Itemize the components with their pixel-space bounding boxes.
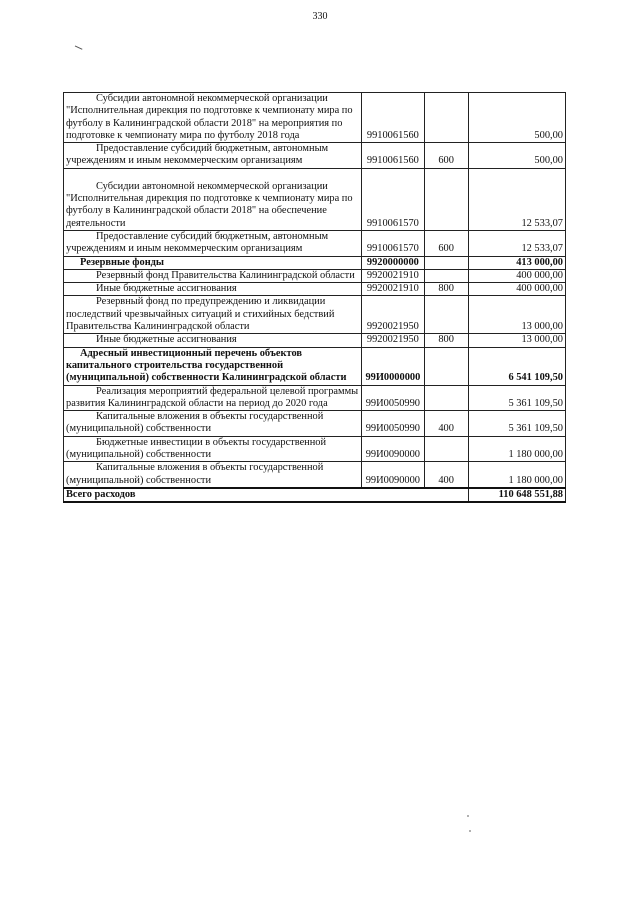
table-row (64, 347, 566, 385)
table-row (64, 436, 566, 462)
table-row (64, 411, 566, 437)
row-name: Капитальные вложения в объекты государственной (муниципальной) собственности (64, 411, 362, 437)
row-name: Бюджетные инвестиции в объекты государственной (муниципальной) собственности (64, 436, 362, 462)
row-sum: 400 000,00 (468, 269, 565, 282)
total-row (64, 488, 566, 502)
row-vr: 800 (424, 283, 468, 296)
row-vr (424, 385, 468, 411)
table-row (64, 462, 566, 488)
row-csr: 9920021950 (362, 296, 424, 334)
row-csr: 9910061560 (362, 93, 424, 143)
row-csr: 99И0050990 (362, 385, 424, 411)
row-name: Предоставление субсидий бюджетным, автономным учреждениям и иным некоммерческим организациям (64, 230, 362, 256)
table-row (64, 143, 566, 169)
row-sum: 500,00 (468, 93, 565, 143)
row-vr (424, 269, 468, 282)
scan-speck (467, 815, 469, 817)
row-sum: 5 361 109,50 (468, 411, 565, 437)
row-sum: 413 000,00 (468, 256, 565, 269)
row-csr: 9920021910 (362, 283, 424, 296)
row-vr: 600 (424, 230, 468, 256)
row-vr (424, 256, 468, 269)
row-csr: 99И0090000 (362, 436, 424, 462)
table-row (64, 230, 566, 256)
row-sum: 6 541 109,50 (468, 347, 565, 385)
row-vr (424, 168, 468, 230)
table-row (64, 385, 566, 411)
row-csr: 99И0000000 (362, 347, 424, 385)
row-csr: 99И0090000 (362, 462, 424, 488)
row-sum: 1 180 000,00 (468, 462, 565, 488)
row-vr (424, 296, 468, 334)
row-sum: 13 000,00 (468, 296, 565, 334)
total-sum: 110 648 551,88 (468, 488, 565, 502)
row-csr: 9920021950 (362, 334, 424, 347)
row-sum: 500,00 (468, 143, 565, 169)
table-row (64, 334, 566, 347)
row-sum: 1 180 000,00 (468, 436, 565, 462)
table-row (64, 296, 566, 334)
row-name: Субсидии автономной некоммерческой организации "Исполнительная дирекция по подготовке к чемпионату мира по футболу в Калининградской области 2018" на обеспечение деятельности (64, 168, 362, 230)
row-name: Резервный фонд по предупреждению и ликвидации последствий чрезвычайных ситуаций и стихийных бедствий Правительства Калининградской области (64, 296, 362, 334)
row-name: Адресный инвестиционный перечень объектов капитального строительства государственной (муниципальной) собственности Калининградской области (64, 347, 362, 385)
scan-speck (469, 830, 471, 832)
row-name: Иные бюджетные ассигнования (64, 334, 362, 347)
row-vr (424, 436, 468, 462)
row-name: Резервный фонд Правительства Калининградской области (64, 269, 362, 282)
row-csr: 9910061570 (362, 168, 424, 230)
row-vr: 600 (424, 143, 468, 169)
row-vr: 400 (424, 462, 468, 488)
row-sum: 5 361 109,50 (468, 385, 565, 411)
row-vr: 400 (424, 411, 468, 437)
table-row (64, 256, 566, 269)
row-vr (424, 347, 468, 385)
row-csr: 9910061570 (362, 230, 424, 256)
table-row (64, 283, 566, 296)
table-row (64, 93, 566, 143)
page-number: 330 (312, 11, 328, 22)
row-name: Иные бюджетные ассигнования (64, 283, 362, 296)
row-sum: 400 000,00 (468, 283, 565, 296)
row-name: Резервные фонды (64, 256, 362, 269)
row-sum: 12 533,07 (468, 230, 565, 256)
total-label: Всего расходов (64, 488, 469, 502)
row-sum: 13 000,00 (468, 334, 565, 347)
row-csr: 9920021910 (362, 269, 424, 282)
row-csr: 9920000000 (362, 256, 424, 269)
row-vr (424, 93, 468, 143)
row-name: Капитальные вложения в объекты государственной (муниципальной) собственности (64, 462, 362, 488)
row-sum: 12 533,07 (468, 168, 565, 230)
scan-mark (74, 45, 83, 52)
row-csr: 99И0050990 (362, 411, 424, 437)
row-name: Реализация мероприятий федеральной целевой программы развития Калининградской области на период до 2020 года (64, 385, 362, 411)
table-row (64, 168, 566, 230)
budget-table (63, 92, 566, 503)
row-name: Предоставление субсидий бюджетным, автономным учреждениям и иным некоммерческим организациям (64, 143, 362, 169)
row-csr: 9910061560 (362, 143, 424, 169)
row-vr: 800 (424, 334, 468, 347)
table-row (64, 269, 566, 282)
row-name: Субсидии автономной некоммерческой организации "Исполнительная дирекция по подготовке к чемпионату мира по футболу в Калининградской области 2018" на мероприятия по подготовке к чемпионату мира по футболу 2018 года (64, 93, 362, 143)
